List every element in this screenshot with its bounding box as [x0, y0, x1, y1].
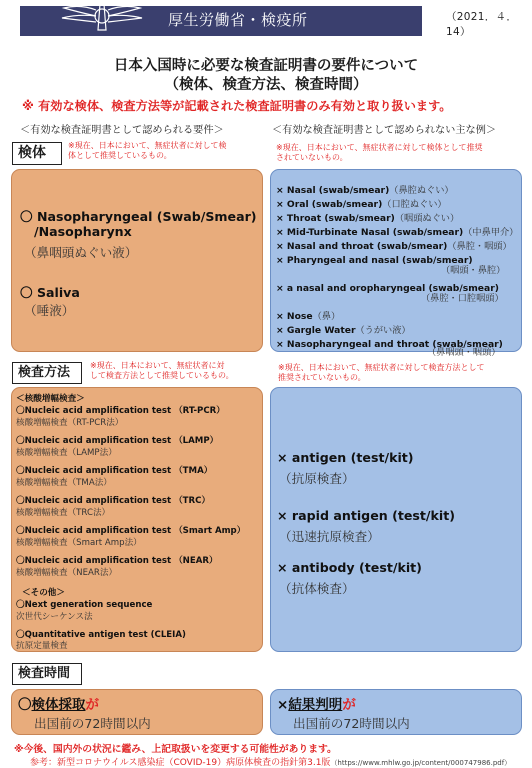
method-section-label: 検査方法 [12, 362, 82, 384]
invalid-specimen-nasal-throat: × Nasal and throat (swab/smear)（鼻腔・咽頭） [276, 241, 512, 252]
method-cleia-jp: 抗原定量検査 [16, 641, 68, 651]
timing-invalid-panel [270, 689, 522, 735]
invalid-specimen-oral: × Oral (swab/smear)（口腔ぬぐい） [276, 199, 447, 210]
method-ngs: 〇Next generation sequence [16, 600, 153, 610]
valid-column-heading: ＜有効な検査証明書として認められる要件＞ [20, 125, 224, 136]
method-invalid-panel [270, 387, 522, 652]
nasopharynx-item: /Nasopharynx [34, 224, 132, 239]
timing-invalid-window: 出国前の72時間以内 [293, 716, 410, 731]
specimen-valid-panel [11, 169, 263, 352]
specimen-invalid-note: ※現在、日本において、無症状者に対して検体として推奨 されていないもの。 [276, 143, 483, 163]
invalid-specimen-nasal-oropharyngeal-jp: （鼻腔・口腔咽頭） [421, 293, 504, 304]
method-trc: 〇Nucleic acid amplification test （TRC） [16, 496, 211, 506]
method-rt-pcr: 〇Nucleic acid amplification test （RT-PCR） [16, 406, 225, 416]
validity-notice: ※ 有効な検体、検査方法等が記載された検査証明書のみ有効と取り扱います。 [22, 99, 452, 113]
footer-disclaimer: ※今後、国内外の状況に鑑み、上記取扱いを変更する可能性があります。 [14, 744, 337, 755]
quarantine-emblem-icon [56, 0, 148, 36]
invalid-method-antigen-jp: （抗原検査） [279, 471, 355, 486]
specimen-section-label: 検体 [12, 142, 62, 165]
method-tma-jp: 核酸増幅検査（TMA法） [16, 478, 112, 488]
saliva-jp: （唾液） [24, 303, 75, 318]
footer-reference-text: 参考：新型コロナウイルス感染症（COVID-19）病原体検査の指針第3.1版 [30, 758, 331, 768]
footer-reference [30, 755, 511, 768]
method-near: 〇Nucleic acid amplification test （NEAR） [16, 556, 218, 566]
method-trc-jp: 核酸増幅検査（TRC法） [16, 508, 111, 518]
nucleic-acid-group-title: ＜核酸増幅検査＞ [16, 394, 85, 404]
issue-date: （2021．４．14） [446, 11, 518, 38]
timing-valid-window: 出国前の72時間以内 [34, 716, 151, 731]
specimen-invalid-panel [270, 169, 522, 358]
invalid-specimen-nasopharyngeal-throat: × Nasopharyngeal and throat (swab/smear) [276, 339, 503, 350]
page-subtitle: （検体、検査方法、検査時間） [164, 77, 368, 93]
method-smart-amp-jp: 核酸増幅検査（Smart Amp法） [16, 538, 142, 548]
organization-name: 厚生労働省・検疫所 [168, 11, 308, 29]
nasopharyngeal-item: 〇 Nasopharyngeal (Swab/Smear) [20, 209, 257, 224]
timing-invalid-heading: ×結果判明が [277, 697, 356, 713]
page-title: 日本入国時に必要な検査証明書の要件について [113, 58, 419, 74]
invalid-specimen-mid-turbinate: × Mid-Turbinate Nasal (swab/smear)（中鼻甲介） [276, 227, 519, 238]
timing-valid-heading: 〇検体採取が [18, 697, 99, 713]
invalid-specimen-gargle: × Gargle Water（うがい液） [276, 325, 411, 336]
method-lamp: 〇Nucleic acid amplification test （LAMP） [16, 436, 219, 446]
method-tma: 〇Nucleic acid amplification test （TMA） [16, 466, 213, 476]
method-invalid-note: ※現在、日本において、無症状者に対して検査方法として 推奨されていないもの。 [278, 363, 485, 383]
method-rt-pcr-jp: 核酸増幅検査（RT-PCR法） [16, 418, 124, 428]
invalid-column-heading: ＜有効な検査証明書として認められない主な例＞ [272, 125, 497, 136]
invalid-specimen-throat: × Throat (swab/smear)（咽頭ぬぐい） [276, 213, 460, 224]
method-near-jp: 核酸増幅検査（NEAR法） [16, 568, 118, 578]
timing-valid-panel [11, 689, 263, 735]
invalid-specimen-nasal: × Nasal (swab/smear)（鼻腔ぬぐい） [276, 185, 454, 196]
invalid-method-antibody: × antibody (test/kit) [277, 560, 422, 575]
timing-section-label: 検査時間 [12, 663, 82, 685]
method-smart-amp: 〇Nucleic acid amplification test （Smart Amp） [16, 526, 246, 536]
method-cleia: 〇Quantitative antigen test (CLEIA) [16, 630, 186, 640]
nasopharyngeal-jp: （鼻咽頭ぬぐい液） [24, 245, 138, 260]
other-group-title: ＜その他＞ [22, 588, 65, 598]
invalid-method-antibody-jp: （抗体検査） [279, 581, 355, 596]
invalid-specimen-nasal-oropharyngeal: × a nasal and oropharyngeal (swab/smear) [276, 283, 499, 294]
invalid-method-rapid-antigen-jp: （迅速抗原検査） [279, 529, 380, 544]
footer-reference-link[interactable]: （https://www.mhlw.go.jp/content/000747986.pdf） [330, 759, 512, 767]
invalid-specimen-nose: × Nose（鼻） [276, 311, 341, 322]
invalid-specimen-pharyngeal-nasal-jp: （咽頭・鼻腔） [441, 265, 506, 276]
invalid-method-rapid-antigen: × rapid antigen (test/kit) [277, 508, 455, 523]
invalid-specimen-nasopharyngeal-throat-jp: （鼻咽頭・咽頭） [427, 347, 501, 358]
saliva-item: 〇 Saliva [20, 285, 80, 300]
invalid-method-antigen: × antigen (test/kit) [277, 450, 414, 465]
invalid-specimen-pharyngeal-nasal: × Pharyngeal and nasal (swab/smear) [276, 255, 473, 266]
method-lamp-jp: 核酸増幅検査（LAMP法） [16, 448, 117, 458]
specimen-valid-note: ※現在、日本において、無症状者に対して検 体として推奨しているもの。 [68, 141, 227, 161]
method-valid-note: ※現在、日本において、無症状者に対 して検査方法として推奨しているもの。 [90, 361, 234, 381]
method-valid-panel [11, 387, 263, 652]
method-ngs-jp: 次世代シーケンス法 [16, 612, 93, 622]
